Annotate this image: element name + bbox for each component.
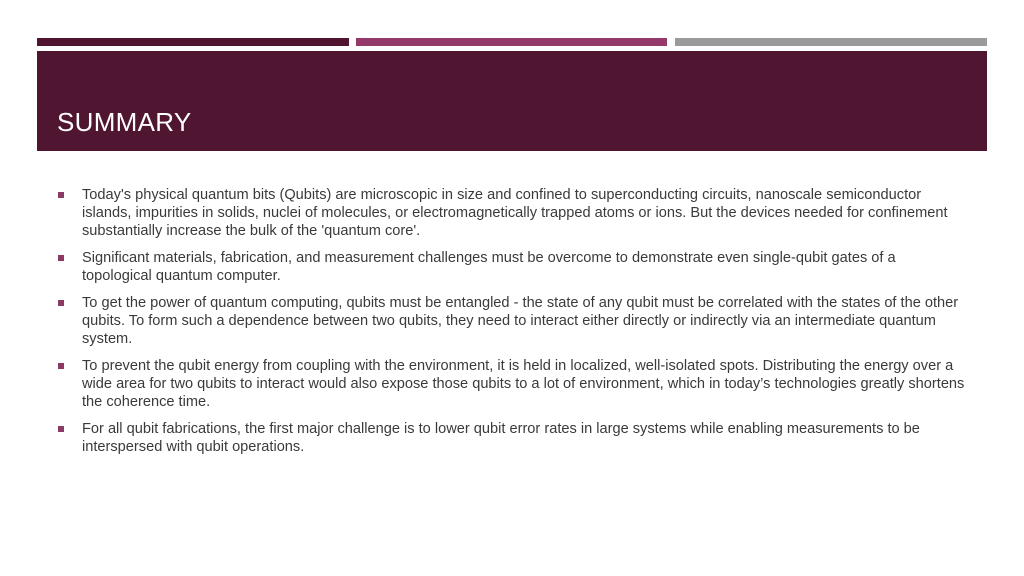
bullet-item [56, 420, 968, 456]
accent-bar-mid [356, 38, 667, 46]
square-bullet-icon [58, 363, 64, 369]
bullet-item [56, 249, 968, 285]
square-bullet-icon [58, 255, 64, 261]
square-bullet-icon [58, 300, 64, 306]
bullet-list [56, 186, 968, 465]
accent-bar-light [675, 38, 987, 46]
bullet-item [56, 357, 968, 411]
title-band [37, 51, 987, 151]
bullet-item [56, 294, 968, 348]
bullet-text: Today's physical quantum bits (Qubits) are microscopic in size and confined to superconducting circuits, nanoscale semiconductor islands, impurities in solids, nuclei of molecules, or electromagnetically trapped atoms or ions. But the devices needed for confinement substantially increase the bulk of the 'quantum core'. [82, 187, 948, 239]
bullet-text: To prevent the qubit energy from coupling with the environment, it is held in localized, well-isolated spots. Distributing the energy over a wide area for two qubits to interact would also expose those qubits to a lot of environment, which in today’s technologies greatly shortens the coherence time. [82, 358, 965, 410]
bullet-text: To get the power of quantum computing, qubits must be entangled - the state of any qubit must be correlated with the states of the other qubits. To form such a dependence between two qubits, they need to interact either directly or indirectly via an intermediate quantum system. [82, 295, 959, 347]
slide-title: SUMMARY [57, 107, 192, 137]
bullet-item [56, 186, 968, 240]
bullet-text: For all qubit fabrications, the first major challenge is to lower qubit error rates in large systems while enabling measurements to be interspersed with qubit operations. [82, 421, 920, 455]
accent-bar-dark [37, 38, 349, 46]
square-bullet-icon [58, 426, 64, 432]
square-bullet-icon [58, 192, 64, 198]
top-accent-bars [37, 38, 987, 46]
bullet-text: Significant materials, fabrication, and measurement challenges must be overcome to demonstrate even single-qubit gates of a topological quantum computer. [82, 250, 896, 284]
